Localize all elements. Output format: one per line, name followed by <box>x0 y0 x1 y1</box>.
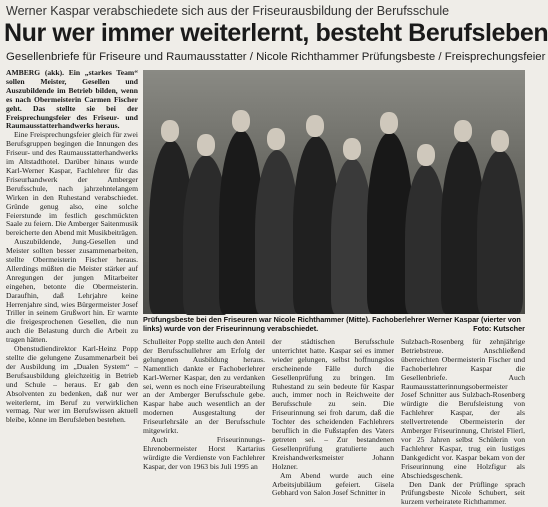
article-column-2 <box>143 338 265 438</box>
article-paragraph: Obenstudiendirektor Karl-Heinz Popp stellte die gelungene Zusammenarbeit bei der Ausbildung im „Dualen System“ – Berufsausbildung gleichzeitig in Betrieb und Schule – heraus. Er gab den Absolventen zu bedenken, daß nur wer weiterlernt, im Beruf zu verwirklichen vermag. Nur wer im Berufswissen aktuell bleibe, könne im Berufsleben bestehen. <box>6 345 138 425</box>
article-paragraph: Den Dank der Prüflinge sprach Prüfungsbeste Nicole Schubert, seit kurzem verheiratete Richthammer. <box>401 481 525 507</box>
article-paragraph: Auszubildende, Jung-Gesellen und Meister sollten besser zusammenarbeiten, stellte Obermeisterin Fischer heraus. Allerdings müßten die Meister stärker auf Anregungen der jungen Mitarbeiter eingehen, betonte die Obermeisterin. Daraufhin, daß Lehrjahre keine Herrenjahre sind, wies Bürgermeister Josef Triller in seinem Grußwort hin. Er warnte die freigesprochenen Gesellen, die nun auch die Belastung durch die Arbeit zu tragen hätten. <box>6 238 138 345</box>
article-lead: AMBERG (akk). Ein „starkes Team“ sollen Meister, Gesellen und Auszubildende im Betrieb bilden, wenn es nach Obermeisterin Carmen Fischer geht. Das stellte sie bei der Freisprechungsfeier des Friseur- und Raumausstatterhandwerks heraus. <box>6 69 138 131</box>
article-paragraph: Sulzbach-Rosenberg für zehnjährige Betriebstreue. Anschließend überreichten Obermeisterin Fischer und Fachoberlehrer Kaspar die Gesellenbriefe. Auch Raumausstatterinnungsobermeister Josef Schnitter aus Sulzbach-Rosenberg würdigte die Berufsleistung von Fachlehrer Kaspar, der als stellvertretende Obermeisterin der Amberger Friseurinnung, Christel Flierl, vor 25 Jahren selbst Schülerin von Fachlehrer Kaspar, trug ein lustiges Dankgedicht vor. Kaspar bekam von der Friseurinnung eine Holzfigur als Abschiedsgeschenk. <box>401 338 525 481</box>
caption-text: Prüfungsbeste bei den Friseuren war Nicole Richthammer (Mitte). Fachoberlehrer Werner Kaspar (vierter von links) wurde von der Friseurinnung verabschiedet. <box>143 315 521 333</box>
article-paragraph: der städtischen Berufsschule unterrichtet hatte. Kaspar sei es immer wieder gelungen, selbst hoffnungslos erscheinende Fälle durch die Gesellenprüfung zu bringen. Im Ruhestand zu sein bedeute für Kaspar auch, immer noch in Reichweite der Berufsschule zu sein. Die Friseurinnung sei froh darum, daß die Tochter des scheidenden Fachlehrers beruflich in die Fußstapfen des Vaters getreten sei. – Zur bestandenen Gesellenprüfung gratulierte auch Kreishandwerksmeister Johann Holzner. <box>272 338 394 472</box>
photo-caption <box>143 316 525 333</box>
article-column-4 <box>401 338 525 438</box>
article-column-3 <box>272 338 394 438</box>
group-photo <box>143 70 525 314</box>
article-kicker: Werner Kaspar verabschiedete sich aus der Friseurausbildung der Berufsschule <box>6 4 524 18</box>
article-paragraph: Auch Friseurinnungs-Ehrenobermeister Horst Kartarius würdigte die Verdienste von Fachlehrer Kaspar, der von 1963 bis Juli 1995 an <box>143 436 265 472</box>
article-headline: Nur wer immer weiterlernt, besteht Berufsleben <box>4 19 526 48</box>
article-paragraph: Schulleiter Popp stellte auch den Anteil der Berufsschullehrer am Erfolg der gelungenen Ausbildung heraus. Namentlich dankte er Fachoberlehrer Karl-Werner Kaspar, den zu verdanken sei, wenn es noch eine Friseurabteilung an der Amberger Berufsschule gebe. Kaspar habe auch wesentlich an der modernen Ausgestaltung der Friseurlehrsäle an der Berufsschule mitgewirkt. <box>143 338 265 436</box>
article-subhead: Gesellenbriefe für Friseure und Raumausstatter / Nicole Richthammer Prüfungsbeste / Freisprechungsfeier <box>6 51 524 63</box>
article-column-1 <box>6 69 138 437</box>
article-paragraph: Am Abend wurde auch eine Arbeitsjubiläum gefeiert. Gisela Gebhard von Salon Josef Schnitter in <box>272 472 394 499</box>
photo-credit: Foto: Kutscher <box>473 325 525 334</box>
article-paragraph: Eine Freisprechungsfeier gleich für zwei Berufsgruppen begingen die Innungen des Friseur- und des Raumausstatterhandwerks im Altstadthotel. Darüber hinaus wurde Karl-Werner Kaspar, Fachlehrer für das Friseurhandwerk der Amberger Berufsschule, nach jahrzehntelangem Wirken in den Ruhestand verabschiedet. Gründe genug also, eine solche Feierstunde im festlich geschmückten Saale zu feiern. Die Amberger Saitenmusik bereicherte den Abend mit Musikbeiträgen. <box>6 131 138 238</box>
